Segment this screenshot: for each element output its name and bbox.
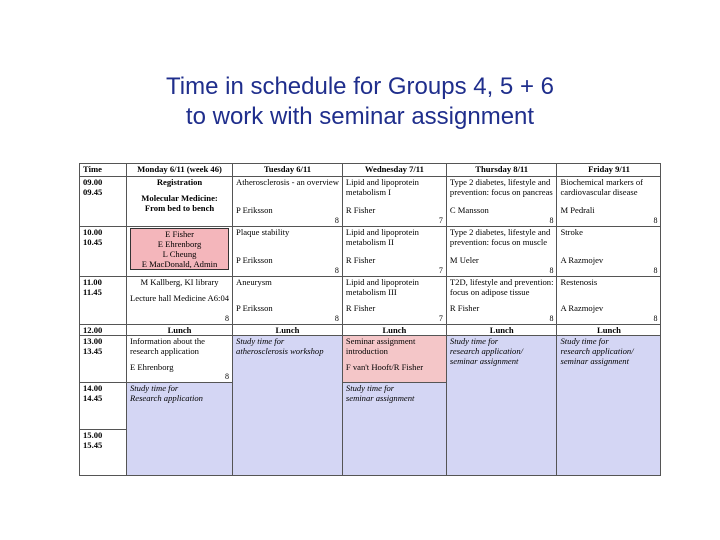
time-end: 13.45 — [83, 346, 103, 356]
monday-study-cell — [127, 383, 233, 476]
event-title: Restenosis — [560, 277, 598, 287]
friday-study-cell — [557, 336, 661, 476]
event-title: Study time for — [345, 383, 395, 393]
event-subtitle: research application/ — [560, 346, 634, 356]
event-title: Molecular Medicine: — [141, 193, 218, 203]
slide-title — [0, 72, 720, 132]
schedule-row — [80, 177, 661, 227]
header-thursday: Thursday 8/11 — [446, 164, 557, 177]
time-end: 14.45 — [83, 393, 103, 403]
title-line-2: to work with seminar assignment — [185, 103, 535, 130]
monday-cell — [127, 277, 233, 325]
event-title: Plaque stability — [236, 227, 290, 237]
staff-name: E Fisher — [165, 229, 194, 239]
event-title: Stroke — [560, 227, 583, 237]
event-lecturer: R Fisher — [449, 303, 480, 313]
event-subtitle: metabolism III — [345, 287, 397, 297]
room-number: 7 — [438, 266, 443, 275]
wednesday-cell — [342, 277, 446, 325]
room-number: 8 — [225, 314, 230, 323]
event-subtitle: metabolism II — [345, 237, 394, 247]
time-cell — [80, 177, 127, 227]
time-end: 10.45 — [83, 237, 103, 247]
lunch-label: Lunch — [233, 325, 343, 336]
staff-name: E MacDonald, Admin — [141, 259, 218, 269]
header-friday: Friday 9/11 — [557, 164, 661, 177]
tuesday-cell — [233, 227, 343, 277]
thursday-cell — [446, 177, 557, 227]
thursday-cell — [446, 227, 557, 277]
event-title: Lipid and lipoprotein — [345, 227, 419, 237]
time-start: 15.00 — [83, 430, 103, 440]
tuesday-cell — [233, 177, 343, 227]
event-title: Study time for — [236, 336, 285, 346]
event-lecturer: R Fisher — [345, 303, 376, 313]
event-lecturer: F van't Hooft/R Fisher — [345, 362, 424, 372]
thursday-study-cell — [446, 336, 557, 476]
time-cell — [80, 383, 127, 430]
schedule-row — [80, 227, 661, 277]
event-lecturer: M Ueler — [449, 255, 479, 265]
event-subtitle: introduction — [345, 346, 388, 356]
room-number: 8 — [653, 216, 658, 225]
event-subtitle: prevention: focus on pancreas — [449, 187, 553, 197]
event-subtitle: research application — [130, 346, 199, 356]
event-subtitle: seminar assignment — [345, 393, 415, 403]
event-lecturer: P Eriksson — [236, 303, 273, 313]
time-end: 15.45 — [83, 440, 103, 450]
event-subtitle: atherosclerosis workshop — [236, 346, 324, 356]
event-subtitle: Research application — [130, 393, 203, 403]
lunch-label: Lunch — [557, 325, 661, 336]
staff-name: L Cheung — [162, 249, 197, 259]
schedule-row — [80, 277, 661, 325]
event-title: Aneurysm — [236, 277, 272, 287]
wednesday-study-cell — [342, 383, 446, 476]
event-lecturer: M Pedrali — [560, 205, 595, 215]
event-lecturer: M Kallberg, KI library — [140, 277, 219, 287]
time-cell — [80, 227, 127, 277]
room-number: 8 — [549, 216, 554, 225]
event-subtitle: seminar assignment — [449, 356, 519, 366]
wednesday-cell — [342, 227, 446, 277]
tuesday-study-cell — [233, 336, 343, 476]
lunch-label: Lunch — [446, 325, 557, 336]
event-title: Type 2 diabetes, lifestyle and — [449, 227, 551, 237]
title-line-1: Time in schedule for Groups 4, 5 + 6 — [166, 73, 554, 100]
time-start: 09.00 — [83, 177, 103, 187]
event-title: Seminar assignment — [345, 336, 416, 346]
event-subtitle: From bed to bench — [144, 203, 215, 213]
wednesday-cell — [342, 177, 446, 227]
schedule-table — [79, 163, 661, 476]
event-title: Type 2 diabetes, lifestyle and — [449, 177, 551, 187]
header-monday: Monday 6/11 (week 46) — [127, 164, 233, 177]
friday-cell — [557, 277, 661, 325]
schedule-row — [80, 336, 661, 383]
monday-cell — [127, 177, 233, 227]
room-number: 7 — [438, 216, 443, 225]
time-cell — [80, 336, 127, 383]
event-lecturer: A Razmojev — [560, 303, 604, 313]
event-title: Study time for — [130, 383, 179, 393]
room-number: 8 — [334, 266, 339, 275]
room-number: 8 — [334, 216, 339, 225]
event-subtitle: focus on adipose tissue — [449, 287, 530, 297]
time-start: 11.00 — [83, 277, 102, 287]
header-wednesday: Wednesday 7/11 — [342, 164, 446, 177]
staff-box — [130, 228, 229, 270]
header-row — [80, 164, 661, 177]
room-number: 8 — [549, 314, 554, 323]
room-number: 8 — [549, 266, 554, 275]
event-subtitle: cardiovascular disease — [560, 187, 638, 197]
event-title: Study time for — [560, 336, 609, 346]
monday-cell — [127, 336, 233, 383]
event-subtitle: seminar assignment — [560, 356, 629, 366]
room-number: 7 — [438, 314, 443, 323]
event-title: Study time for — [449, 336, 499, 346]
lunch-label: Lunch — [342, 325, 446, 336]
time-cell — [80, 277, 127, 325]
monday-cell — [127, 227, 233, 277]
event-lecturer: A Razmojev — [560, 255, 604, 265]
event-lecturer: R Fisher — [345, 255, 376, 265]
friday-cell — [557, 227, 661, 277]
time-end: 11.45 — [83, 287, 102, 297]
time-end: 09.45 — [83, 187, 103, 197]
header-time: Time — [80, 164, 127, 177]
event-lecturer: P Eriksson — [236, 205, 273, 215]
event-subtitle: metabolism I — [345, 187, 392, 197]
time-cell: 12.00 — [80, 325, 127, 336]
event-lecturer: R Fisher — [345, 205, 376, 215]
event-location: Lecture hall Medicine A6:04 — [130, 293, 230, 303]
lunch-label: Lunch — [127, 325, 233, 336]
header-tuesday: Tuesday 6/11 — [233, 164, 343, 177]
event-title: Atherosclerosis - an overview — [236, 177, 339, 187]
time-start: 10.00 — [83, 227, 103, 237]
room-number: 8 — [334, 314, 339, 323]
room-number: 8 — [653, 266, 658, 275]
event-lecturer: C Mansson — [449, 205, 489, 215]
event-title: T2D, lifestyle and prevention: — [449, 277, 554, 287]
lunch-row — [80, 325, 661, 336]
staff-name: E Ehrenborg — [157, 239, 202, 249]
room-number: 8 — [653, 314, 658, 323]
event-title: Biochemical markers of — [560, 177, 644, 187]
wednesday-cell — [342, 336, 446, 383]
event-title: Lipid and lipoprotein — [345, 177, 419, 187]
time-cell — [80, 430, 127, 476]
event-lecturer: E Ehrenborg — [130, 362, 174, 372]
thursday-cell — [446, 277, 557, 325]
event-title: Information about the — [130, 336, 205, 346]
event-subtitle: research application/ — [449, 346, 524, 356]
time-start: 13.00 — [83, 336, 103, 346]
tuesday-cell — [233, 277, 343, 325]
event-subtitle: prevention: focus on muscle — [449, 237, 548, 247]
event-lecturer: P Eriksson — [236, 255, 273, 265]
event-title: Lipid and lipoprotein — [345, 277, 419, 287]
event-title: Registration — [156, 177, 203, 187]
time-start: 14.00 — [83, 383, 103, 393]
friday-cell — [557, 177, 661, 227]
room-number: 8 — [225, 372, 230, 381]
